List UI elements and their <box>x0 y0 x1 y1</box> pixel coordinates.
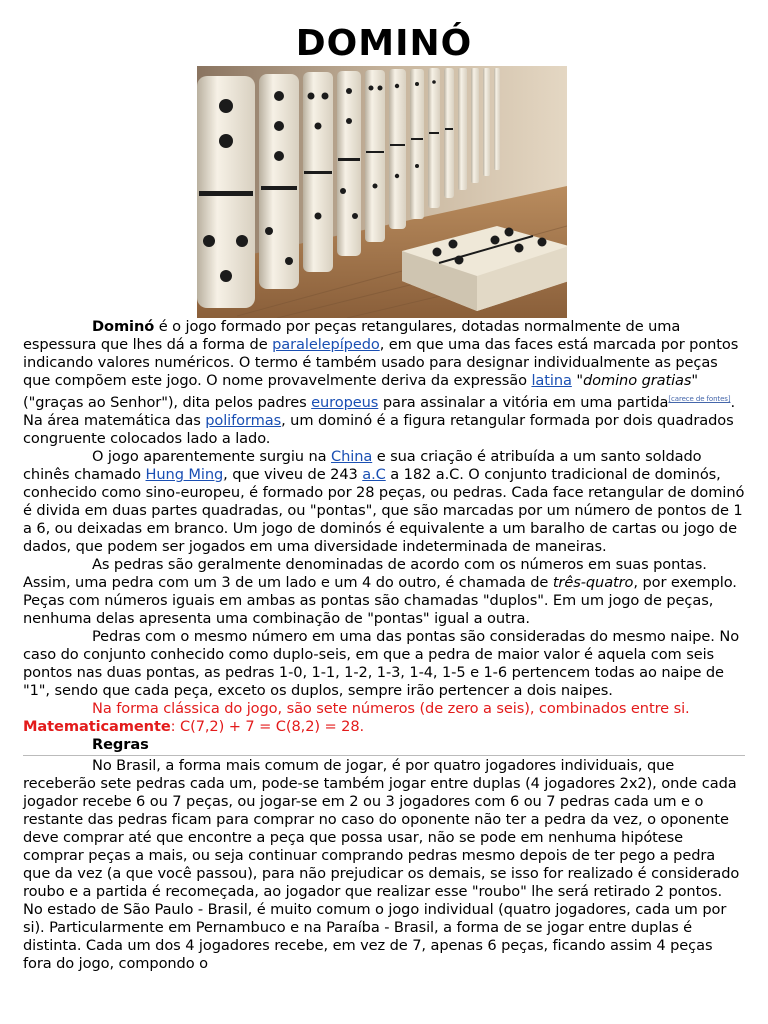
link-carece-de-fontes[interactable]: [carece de fontes] <box>668 395 731 403</box>
italic-tres-quatro: três-quatro <box>552 574 634 591</box>
term-domino: Dominó <box>92 318 155 335</box>
paragraph-naming <box>23 556 745 628</box>
italic-domino-gratias: domino gratias <box>582 372 692 389</box>
link-paralelepipedo[interactable]: paralelepípedo <box>272 336 380 353</box>
paragraph-classic-form <box>23 700 745 718</box>
text-run: As pedras são geralmente denominadas de acordo com os números em suas pontas. Assim, uma pedra com um 3 de um lado e um 4 do outro, é chamada de <box>23 556 707 591</box>
text-run: : C(7,2) + 7 = C(8,2) = 28. <box>170 718 365 735</box>
text-run: , por exemplo. Peças com números iguais em ambas as pontas são chamadas "duplos". Em um jogo de peças, nenhuma delas apresenta uma combinação de "pontas" igual a outra. <box>23 574 737 627</box>
text-run: , em que uma das faces está marcada por pontos indicando valores numéricos. O termo é também usado para designar individualmente as peças que compõem este jogo. O nome provavelmente deriva da expressão <box>23 336 739 389</box>
text-run: O jogo aparentemente surgiu na <box>92 448 332 465</box>
paragraph-origin <box>23 448 745 556</box>
paragraph-intro <box>23 318 745 448</box>
text-run: . Na área matemática das <box>23 394 736 429</box>
text-run: Na forma clássica do jogo, são sete números (de zero a seis), combinados entre si. <box>92 700 690 717</box>
text-run: é o jogo formado por peças retangulares, dotadas normalmente de uma espessura que lhes dá a forma de <box>23 318 681 353</box>
paragraph-rules <box>23 757 745 973</box>
text-run: a 182 a.C. O conjunto tradicional de dominós, conhecido como sino-europeu, é formado por 28 peças, ou pedras. Cada face retangular de dominó é divida em duas partes quadradas, ou "pontas", que são marcadas por um número de pontos de 1 a 6, ou deixadas em branco. Um jogo de dominós é equivalente a um baralho de cartas ou jogo de dados, que podem ser jogados em uma diversidade indeterminada de maneiras. <box>23 466 745 555</box>
text-run: , que viveu de 243 <box>223 466 363 483</box>
link-ac[interactable]: a.C <box>362 466 386 483</box>
link-latina[interactable]: latina <box>531 372 572 389</box>
term-matematicamente: Matematicamente <box>23 718 171 735</box>
link-china[interactable]: China <box>331 448 373 465</box>
citation-needed <box>668 395 730 403</box>
link-europeus[interactable]: europeus <box>311 394 379 411</box>
text-run: " <box>571 372 583 389</box>
text-run: " ("graças ao Senhor"), dita pelos padres <box>23 372 699 411</box>
domino-photo-graphic <box>197 66 567 318</box>
paragraph-math <box>23 718 745 736</box>
section-divider <box>23 755 745 756</box>
paragraph-suits <box>23 628 745 700</box>
text-run: para assinalar a vitória em uma partida <box>378 394 669 411</box>
domino-photo <box>197 66 567 318</box>
text-run: e sua criação é atribuída a um santo soldado chinês chamado <box>23 448 702 483</box>
article-body <box>23 318 745 973</box>
text-run: , um dominó é a figura retangular formada por dois quadrados congruente colocados lado a lado. <box>23 412 734 447</box>
link-poliformas[interactable]: poliformas <box>205 412 282 429</box>
link-hung-ming[interactable]: Hung Ming <box>145 466 224 483</box>
text-run: No Brasil, a forma mais comum de jogar, é por quatro jogadores individuais, que receberão sete pedras cada um, pode-se também jogar entre duplas (4 jogadores 2x2), onde cada jogador recebe 6 ou 7 peças, ou jogar-se em 2 ou 3 jogadores com 6 ou 7 pedras cada um e o restante das pedras ficam para comprar no caso do oponente não ter a pedra da vez, o oponente deve comprar até que encontre a peça que possa usar, não se pode em nenhuma hipótese comprar peças a mais, ou seja continuar comprando pedras mesmo depois de ter pego a pedra que da vez (a que você passou), para não prejudicar os demais, se isso for realizado é considerado roubo e a partida é recomeçada, ao jogador que realizar esse "roubo" lhe será retirado 2 pontos. No estado de São Paulo - Brasil, é muito comum o jogo individual (quatro jogadores, cada um por si). Particularmente em Pernambuco e na Paraíba - Brasil, a forma de se jogar entre duplas é distinta. Cada um dos 4 jogadores recebe, em vez de 7, apenas 6 peças, ficando assim 4 peças fora do jogo, compondo o <box>23 757 740 972</box>
section-heading-regras: Regras <box>92 736 149 753</box>
page-title: DOMINÓ <box>295 23 473 64</box>
text-run: Pedras com o mesmo número em uma das pontas são consideradas do mesmo naipe. No caso do conjunto conhecido como duplo-seis, em que a pedra de maior valor é aquela com seis pontos nas duas pontas, as pedras 1-0, 1-1, 1-2, 1-3, 1-4, 1-5 e 1-6 pertencem todas ao naipe de "1", sendo que cada peça, exceto os duplos, sempre irão pertencer a dois naipes. <box>23 628 740 699</box>
